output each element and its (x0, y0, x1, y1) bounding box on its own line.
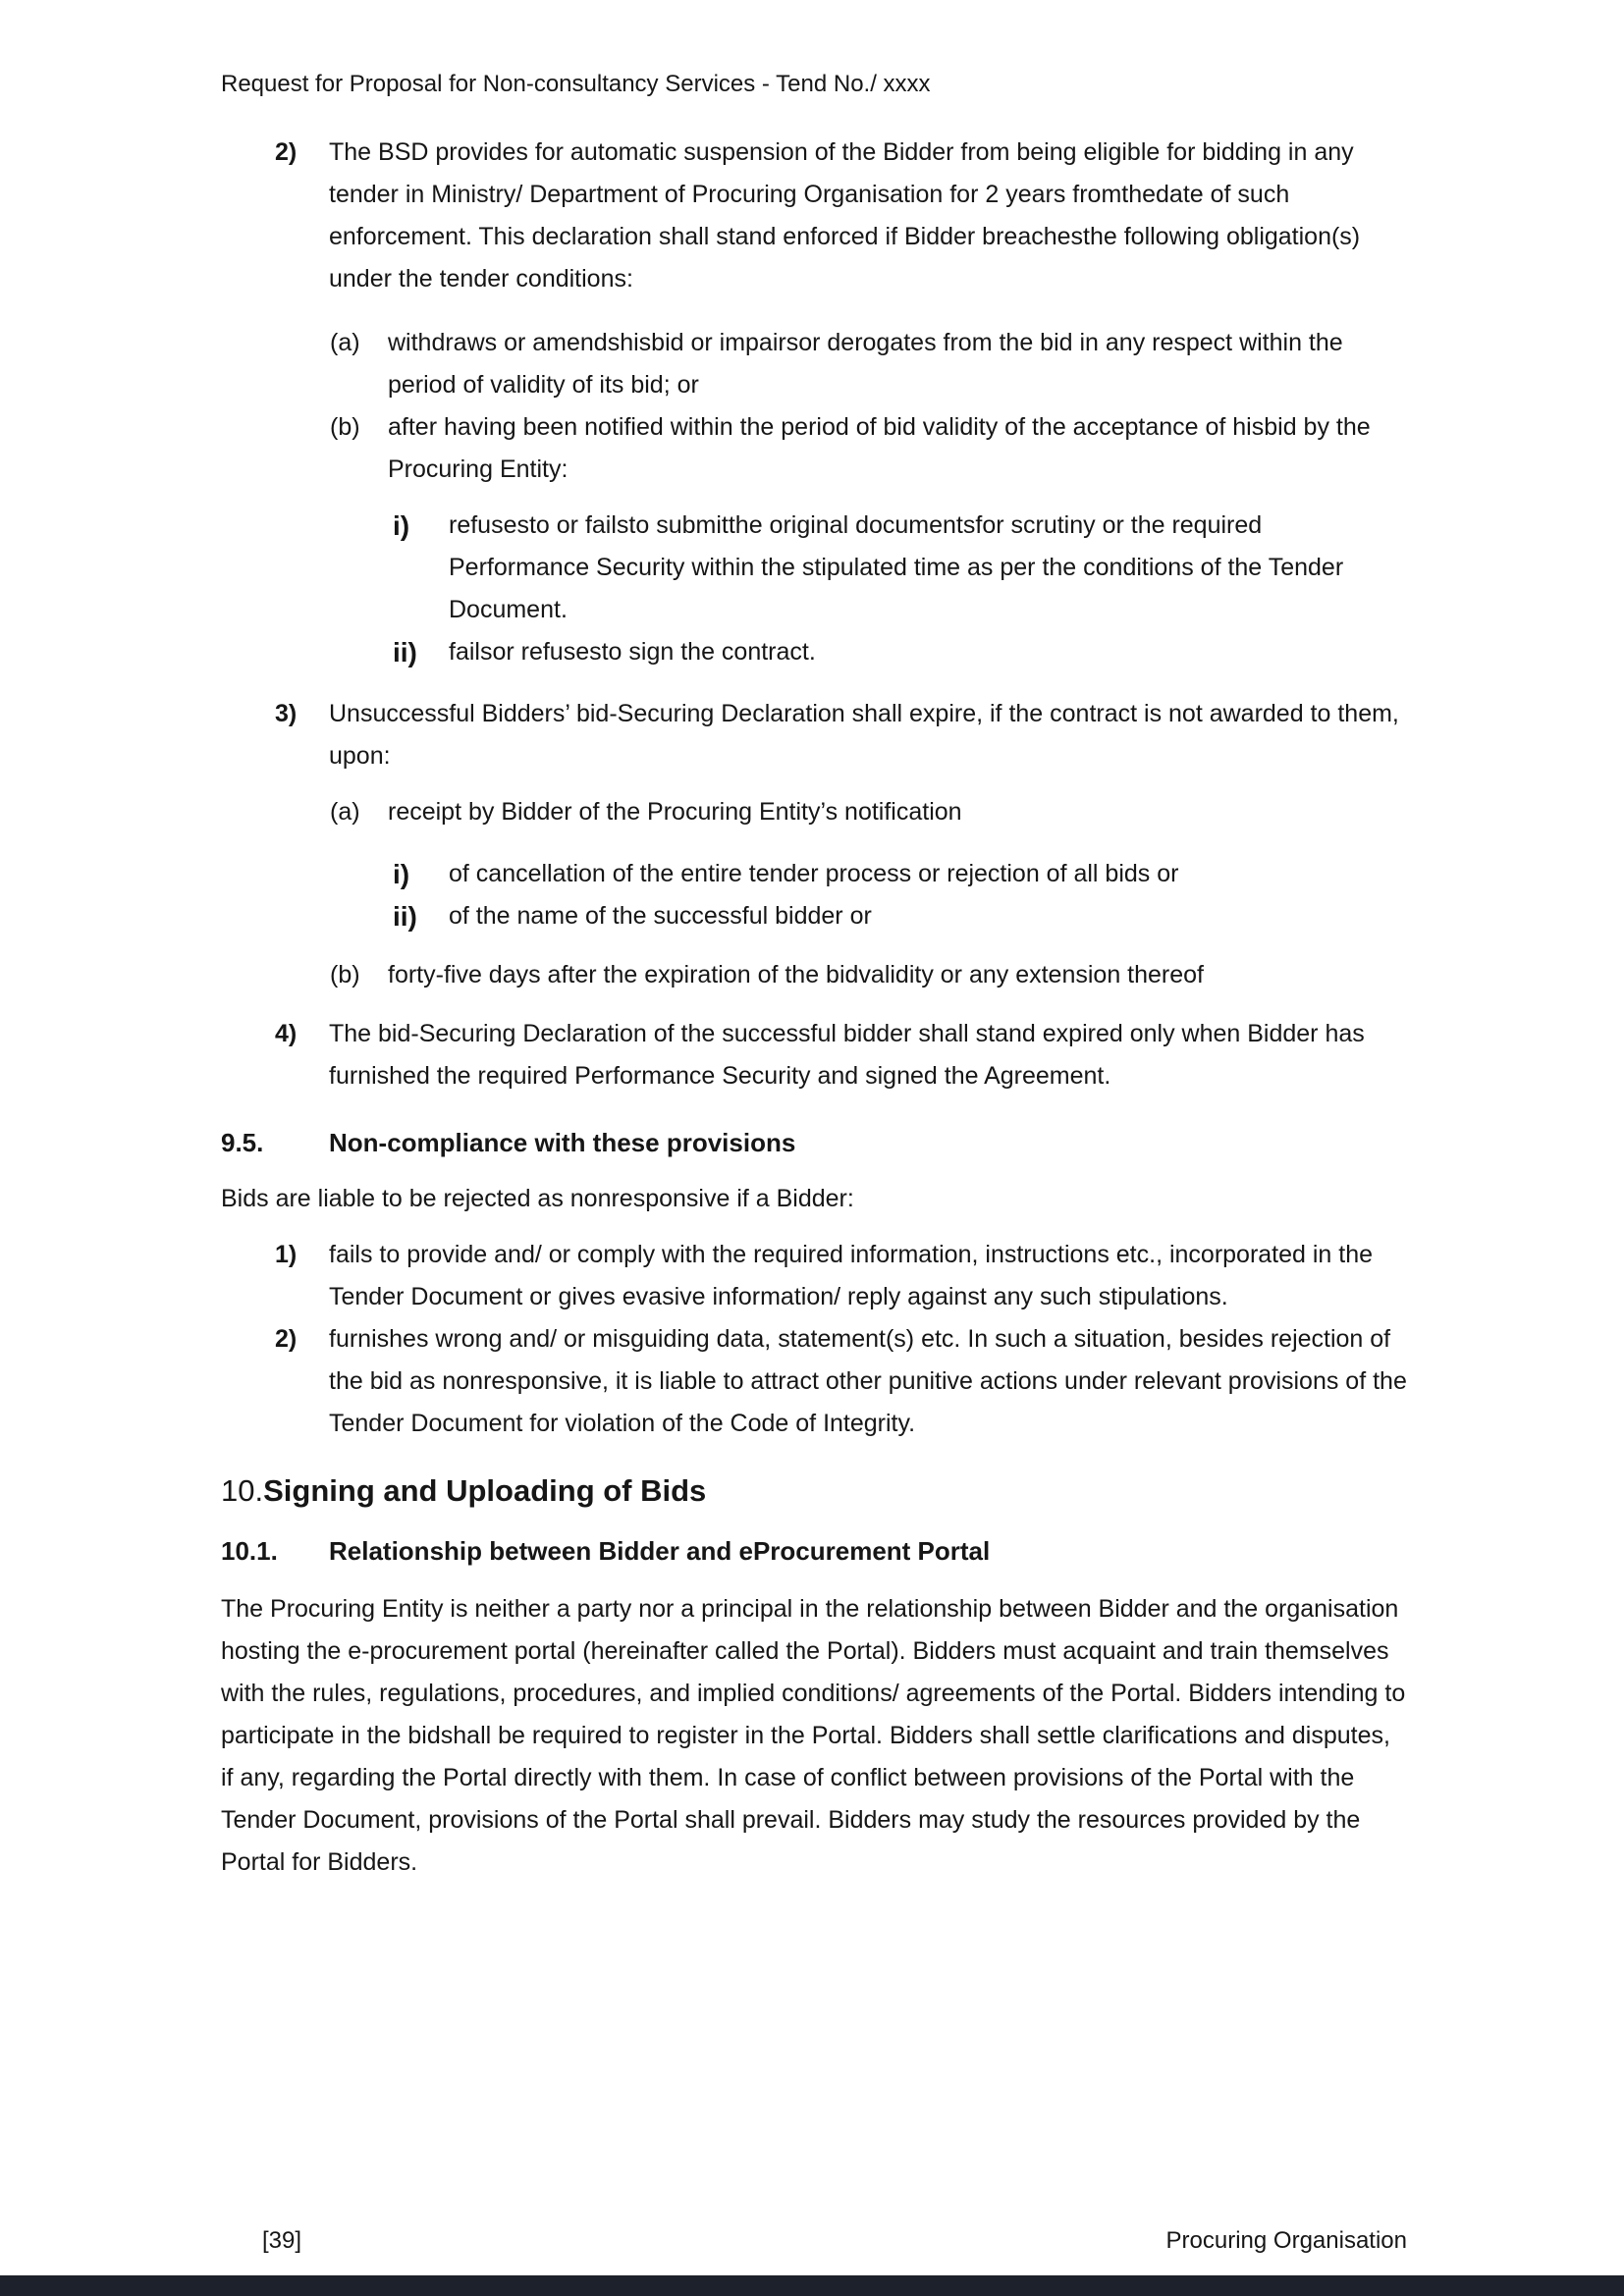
footer-organisation: Procuring Organisation (1165, 2227, 1407, 2254)
list-item-4 (221, 1013, 1407, 1097)
section-9-5-intro: Bids are liable to be rejected as nonresponsive if a Bidder: (221, 1185, 854, 1212)
list-item-95-2 (221, 1318, 1407, 1445)
list-marker: 3) (275, 700, 298, 727)
list-item-3 (221, 693, 1407, 777)
list-text: refusesto or failsto submitthe original documentsfor scrutiny or the required Performance Security within the stipulated time as per the conditions of the Tender Document. (449, 511, 1344, 623)
section-9-5-heading (221, 1121, 1407, 1164)
list-item-95-1 (221, 1234, 1407, 1318)
list-text: The bid-Securing Declaration of the successful bidder shall stand expired only when Bidder has furnished the required Performance Security and signed the Agreement. (329, 1020, 1365, 1090)
list-text: Unsuccessful Bidders’ bid-Securing Declaration shall expire, if the contract is not awarded to them, upon: (329, 700, 1399, 770)
list-marker: 2) (275, 138, 298, 166)
section-10-heading (221, 1467, 1407, 1516)
list-marker: (a) (330, 798, 360, 826)
page-footer (221, 2226, 1407, 2256)
list-item-2 (221, 132, 1407, 300)
list-item-2b (221, 406, 1407, 491)
list-marker: (a) (330, 329, 360, 356)
list-marker: i) (393, 510, 410, 541)
list-item-2b-ii (221, 631, 1407, 673)
list-text: of cancellation of the entire tender process or rejection of all bids or (449, 860, 1179, 887)
section-title: Non-compliance with these provisions (329, 1128, 796, 1157)
list-marker: 1) (275, 1241, 298, 1268)
list-text: forty-five days after the expiration of the bidvalidity or any extension thereof (388, 961, 1205, 988)
list-item-2a (221, 322, 1407, 406)
section-number: 10. (221, 1473, 264, 1508)
page-number: [39] (262, 2227, 302, 2254)
section-10-1-body: The Procuring Entity is neither a party nor a principal in the relationship between Bidder and the organisation hosting the e-procurement portal (hereinafter called the Portal). Bidders must acquaint and train themselves with the rules, regulations, procedures, and implied conditions/ agreements of the Portal. Bidders intending to participate in the bidshall be required to register in the Portal. Bidders shall settle clarifications and disputes, if any, regarding the Portal directly with them. In case of conflict between provisions of the Portal with the Tender Document, provisions of the Portal shall prevail. Bidders may study the resources provided by the Portal for Bidders. (221, 1595, 1406, 1876)
list-marker: ii) (393, 637, 417, 667)
list-marker: 4) (275, 1020, 298, 1047)
page-header (221, 69, 1407, 100)
section-number: 9.5. (221, 1128, 264, 1157)
section-10-1-heading (221, 1529, 1407, 1573)
list-text: The BSD provides for automatic suspension of the Bidder from being eligible for bidding in any tender in Ministry/ Department of Procuring Organisation for 2 years fromthedate of such enforcement. This declaration shall stand enforced if Bidder breachesthe following obligation(s) under the tender conditions: (329, 138, 1361, 293)
list-text: failsor refusesto sign the contract. (449, 638, 816, 666)
list-text: withdraws or amendshisbid or impairsor derogates from the bid in any respect within the period of validity of its bid; or (388, 329, 1343, 399)
document-body (221, 132, 1407, 1884)
list-marker: i) (393, 859, 410, 889)
list-marker: (b) (330, 413, 360, 441)
header-title: Request for Proposal for Non-consultancy Services - Tend No./ xxxx (221, 71, 931, 97)
list-text: receipt by Bidder of the Procuring Entity’s notification (388, 798, 962, 826)
section-title: Relationship between Bidder and eProcurement Portal (329, 1536, 991, 1566)
section-number: 10.1. (221, 1536, 278, 1566)
bottom-bar (0, 2275, 1624, 2296)
list-marker: 2) (275, 1325, 298, 1353)
list-item-3a-i (221, 853, 1407, 895)
list-item-3a-ii (221, 895, 1407, 937)
list-text: furnishes wrong and/ or misguiding data, statement(s) etc. In such a situation, besides rejection of the bid as nonresponsive, it is liable to attract other punitive actions under relevant provisions of the Tender Document for violation of the Code of Integrity. (329, 1325, 1407, 1437)
list-item-2b-i (221, 505, 1407, 631)
list-text: after having been notified within the period of bid validity of the acceptance of hisbid by the Procuring Entity: (388, 413, 1371, 483)
list-marker: ii) (393, 901, 417, 932)
list-marker: (b) (330, 961, 360, 988)
list-text: fails to provide and/ or comply with the required information, instructions etc., incorporated in the Tender Document or gives evasive information/ reply against any such stipulations. (329, 1241, 1374, 1310)
section-title: Signing and Uploading of Bids (263, 1473, 707, 1508)
list-text: of the name of the successful bidder or (449, 902, 872, 930)
list-item-3a (221, 791, 1407, 833)
list-item-3b (221, 954, 1407, 996)
